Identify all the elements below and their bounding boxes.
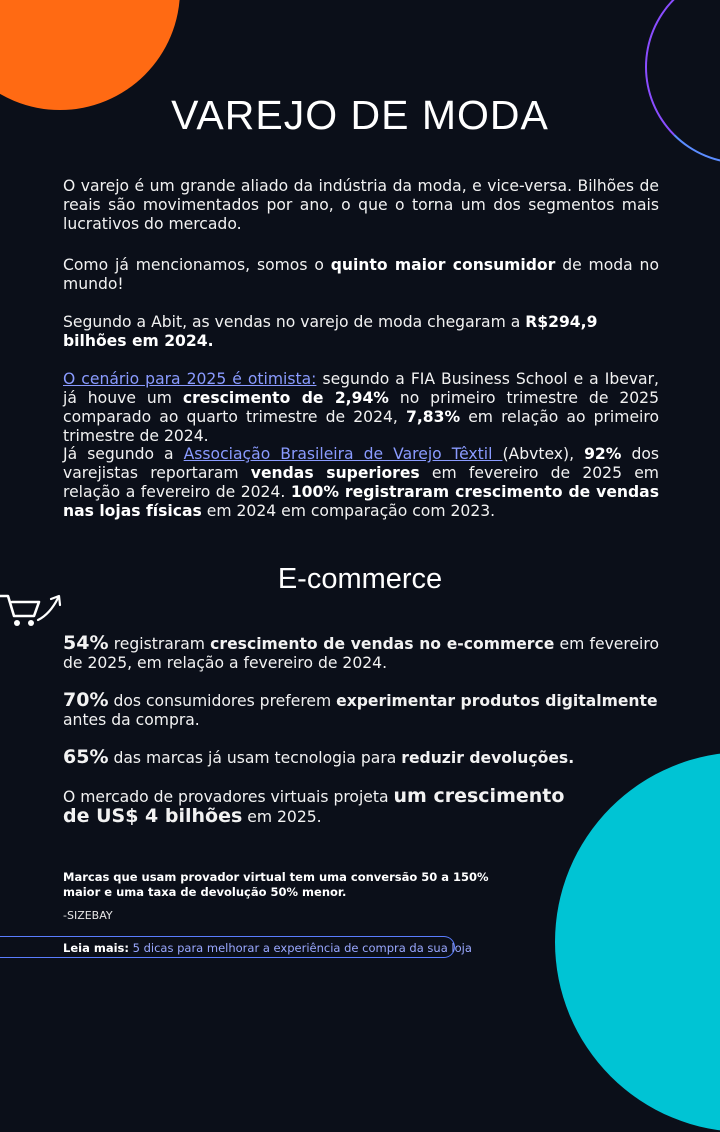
highlight-sales-value: R$294,9 bilhões em 2024. (63, 313, 598, 350)
stat-ecommerce-growth (63, 634, 659, 673)
section-title-ecommerce: E-commerce (277, 563, 443, 595)
read-more-link[interactable]: 5 dicas para melhorar a experiência de compra da sua loja (132, 941, 472, 955)
paragraph-abit (63, 313, 659, 351)
read-more (63, 941, 472, 955)
quote-source: -SIZEBAY (63, 909, 113, 922)
paragraph-consumer (63, 256, 659, 294)
highlight-returns: reduzir devoluções. (401, 749, 575, 767)
read-more-label: Leia mais: (63, 941, 129, 955)
link-abvtex[interactable]: Associação Brasileira de Varejo Têxtil (183, 445, 503, 463)
text-segment: das marcas já usam tecnologia para (108, 749, 402, 767)
paragraph-intro (63, 177, 659, 234)
shopping-cart-icon (0, 584, 68, 632)
page-title: VAREJO DE MODA (171, 92, 549, 138)
text-segment: antes da compra. (63, 711, 200, 729)
paragraph-intro-text: O varejo é um grande aliado da indústria da moda, e vice-versa. Bilhões de reais são movimentados por ano, o que o torna um dos segmentos mais lucrativos do mercado. (63, 177, 659, 233)
highlight-quinto: quinto maior consumidor (330, 256, 556, 274)
text-segment: de moda no mundo! (63, 256, 659, 293)
text-segment: Já segundo a (63, 445, 184, 463)
text-segment: registraram (108, 635, 211, 653)
highlight-growth: crescimento de 2,94% (182, 389, 389, 407)
highlight-digital: experimentar produtos digitalmente (336, 692, 658, 710)
paragraph-abvtex (63, 445, 659, 521)
text-segment: O mercado de provadores virtuais projeta (63, 788, 394, 806)
highlight-market-growth: um crescimento de US$ 4 bilhões (63, 785, 565, 827)
paragraph-scenario (63, 370, 659, 446)
stat-digital-try (63, 691, 659, 730)
quote-text: Marcas que usam provador virtual tem uma conversão 50 a 150% maior e uma taxa de devolução 50% menor. (63, 870, 489, 899)
text-segment: no primeiro trimestre de 2025 comparado ao quarto trimestre de 2024, (63, 389, 660, 426)
text-segment: Segundo a Abit, as vendas no varejo de moda chegaram a (63, 313, 526, 331)
stat-number: 70% (63, 689, 109, 711)
text-segment: segundo a FIA Business School e a Ibevar, já houve um (63, 370, 659, 407)
highlight-ecommerce: crescimento de vendas no e-commerce (210, 635, 555, 653)
highlight-physical-stores: 100% registraram crescimento de vendas nas lojas físicas (63, 483, 659, 520)
highlight-superior-sales: vendas superiores (250, 464, 420, 482)
stat-returns (63, 748, 659, 768)
text-segment: Como já mencionamos, somos o (63, 256, 331, 274)
text-segment: (Abvtex), (502, 445, 585, 463)
link-cenario-2025[interactable]: O cenário para 2025 é otimista: (63, 370, 317, 388)
stat-virtual-fitting (63, 787, 583, 827)
text-segment: em 2025. (242, 808, 322, 826)
gradient-ring-decoration (645, 0, 720, 164)
text-segment: dos consumidores preferem (108, 692, 337, 710)
stat-number: 65% (63, 746, 109, 768)
highlight-percent: 7,83% (405, 408, 461, 426)
text-segment: em fevereiro de 2025 em relação a fevereiro de 2024. (63, 464, 659, 501)
text-segment: em fevereiro de 2025, em relação a fevereiro de 2024. (63, 635, 659, 672)
highlight-percent: 92% (584, 445, 622, 463)
text-segment: em 2024 em comparação com 2023. (201, 502, 496, 520)
stat-number: 54% (63, 632, 109, 654)
text-segment: em relação ao primeiro trimestre de 2024. (63, 408, 659, 445)
text-segment: dos varejistas reportaram (63, 445, 660, 482)
arrow-up-right-icon (38, 598, 58, 620)
